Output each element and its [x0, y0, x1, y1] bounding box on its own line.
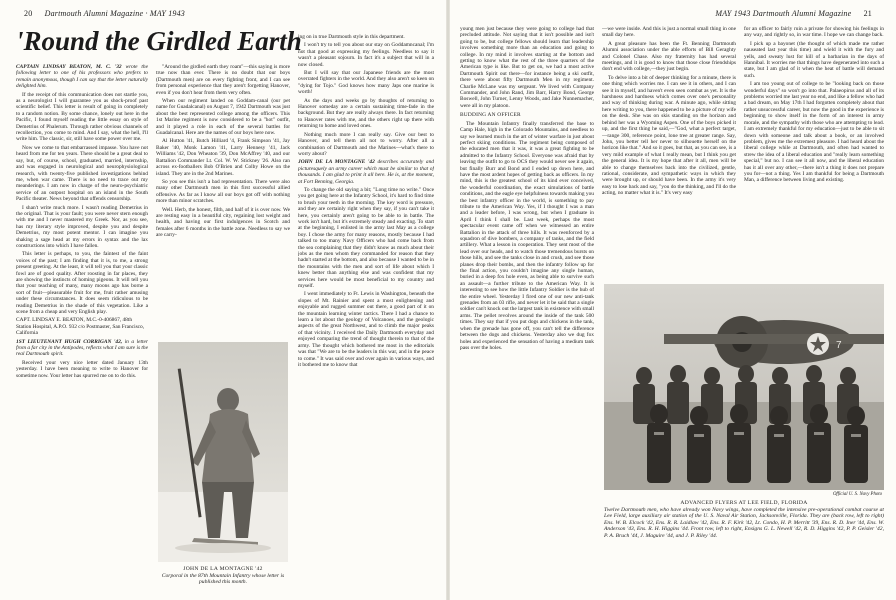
- caption-heading: ADVANCED FLYERS AT LEE FIELD, FLORIDA: [680, 500, 808, 506]
- paragraph: But I will say that our Japanese friends are the most overrated fighters in the world. And they also aren't so keen on "dying for Tojo." God knows how many Japs one marine is worth!: [298, 70, 434, 96]
- paragraph: I shan't write much more. I wasn't reading Demetrius in the original. That is your fault; you were never stern enough with me and I never mastered my Greek. Nor, as you see, has my literary style improved, despite you and despite Demetrius, my most potent mentor. I can imagine you shaking a sage head at my errors in syntax and the lax constructions into which I have fallen.: [16, 204, 148, 249]
- paragraph: for an officer to fairly ruin a private for showing his feelings in any way, and rightly so, in war time. I hope we can change back.: [744, 26, 884, 39]
- paragraph: Now we come to that embarrassed impasse. You have not heard from me for ten years. There should be a great deal to say, but, of course, school, graduated, married, internship, and was engaged in neurological and neurophysiological research, with twenty-five published investigations behind me, when war came. There is no need to trace out my meanderings. I am now in charge of the neuro-psychiatric service of an outpost hospital on an island in the South Pacific theater. News beyond that offends censorship.: [16, 144, 148, 203]
- section-heading: BUDDING AN OFFICER: [460, 112, 521, 119]
- right-page: [448, 0, 896, 600]
- paragraph: I pick up a bayonet (the thought of which made me rather nauseated last year this time) and wield it with the fury and yells, and sweaty lust for kill of a barbarian in the days of Hannibal. It worries me that things have degenerated into such a state, but I am glad of it when the heat of battle will demand such.: [744, 40, 884, 79]
- caption-heading: JOHN DE LA MONTAGNE '42: [183, 566, 263, 572]
- paragraph: young men just because they were going to college had that precluded attitude. Not saying that it isn't possible and isn't going to be, but college fellows should learn that leadership involves something more than an education and going to college. In my mind it involves starting at the bottom and getting to know what the rest of the three quarters of the American type is like. But to get on, we had a most active Dartmouth Spirit out there—for instance being a ski outfit, there were about fifty Dartmouth Men in my regiment. Charlie McLane was my sergeant. We lived with Company Commander, and John Rand, Jim Barr, Harry Bond, George Boswell, John Turner, Lenny Woods, and Jake Nunnemacher, were all in my platoon.: [460, 26, 594, 109]
- flyers-photo-art: [604, 284, 884, 490]
- paragraph: ing on in true Dartmouth style in this department.: [298, 34, 405, 40]
- paragraph: "Around the girdled earth they roam"—this saying is more true now than ever. There is no doubt that our boys (Dartmouth men) are on every fighting front, and I can see from personal experience that they aren't forgetting Hanover, even if you don't hear from them very often.: [156, 64, 290, 96]
- left-column-2: [156, 64, 290, 338]
- left-column-3: [298, 34, 434, 590]
- page-number-right: 21: [863, 9, 872, 18]
- right-column-2: [602, 26, 736, 278]
- paragraph: I am too young out of college to be "looking back on those wonderful days" so won't go into that. Palaeopirus and all of its problems worried me last year no end, and like a fellow who had a bad dream, on May 17th I had forgotten completely about that rather unsuccessful career, but now the good in the experience is beginning to show itself in the form of an interest in army morale, and the sympathy with those who are attempting to lead. I am extremely thankful for my education—just to be able to sit down with someone and talk about a book, or an involved problem, gives me the extremest pleasure. I had heard about the liberal college while at Dartmouth, and often had wanted to strew the idea of a liberal education and "really learn something special," but no. I can see it all now, and the liberal education has it all over any other,—there isn't a thing it does not prepare you for—not a thing. Yes I am thankful for being a Dartmouth Man, a difference between living and existing.: [744, 81, 884, 184]
- soldier-photo-caption: [158, 566, 288, 586]
- running-head-left: [14, 9, 185, 18]
- article-title: 'Round the Girdled Earth: [16, 26, 302, 56]
- paragraph: If the receipt of this communication does not startle you, as a neurologist I will guarantee you as shock-proof past scientific belief. This letter is result of going in completely to a random notion. By some chance, lonely out here in the Pacific, I found myself reading the little essay on style of Demetrius of Phalerum. Through rather obvious channels of recollection, you come to mind. And I say, what the hell, I'll write him. The classic, sir, still have some power over me.: [16, 91, 148, 143]
- paragraph: Al Hutton '41, Butch Hilliard '4, Frank Simpson '41, Jay Baker '40, Monk Lamon '41, Larry Hennesy '41, Jack Williams '42, Don Wheaton '39, Don McAffrey '40, and our Battalion Commander Lt. Col. W. W. Stickney '26. Also ran across ex-footballers Bob O'Brien and Colby Howe on the island. They are in the 2nd Marines.: [156, 138, 290, 177]
- paragraph: So you see this isn't a bad representation. There were also many other Dartmouth men in this first successful allied offensive. As far as I know all our boys got off with nothing more than minor scratches.: [156, 178, 290, 205]
- paragraph: I went immediately to Ft. Lewis in Washington, beneath the slopes of Mt. Rainier and spent a most enlightening and enjoyable and rugged summer out there, a good part of it on the mountain learning winter tactics. There I had a chance to learn a lot about the geology of Volcanoes, and the geologic aspects of the great Northwest, and to climb the major peaks of that vicinity. I received the Daily Dartmouth everyday and enjoyed comparing the trend of thought therein to that of the army. The thought which bothered me most in the editorials was that "We are to be the leaders in this war, and in the peace to come." It was said over and over again in various ways, and it bothered me to know that: [298, 291, 434, 368]
- paragraph: The Mountain Infantry finally transferred the base to Camp Hale, high in the Colorado Mountains, and needless to say we learned much in the art of winter warfare in just about perfect skiing conditions. The regiment being composed of the educated men that it was, it was a great fighting to be admitted to the Infantry School. Everyone was afraid that by leaving the outfit to go to OCS they would never see it again, but finally Burr and Bond and I ended up down here, and have the most ardent hopes of getting back as officers. In my mind, this is the greatest school of its kind ever conceived, the wonderful coordination, the exact simulations of battle conditions, and the eagle eye helpfulness towards making you the best infantry officer in the world, is something to pay tribute to the American Way. Yes, if I thought I was a man and a leader before, I was wrong, but when I graduate in April I think I shall be. Last week, perhaps the most spectacular event came off when we witnessed an entire Battalion in the attack of three hills. It was reenforced by a squadron of dive bombers, a company of tanks, and the field artillery. What a lesson in cooperation. They sent most of the lead over our heads, and to watch those tremendous bursts on those hills, and see the tanks close in and crush, and see those planes drop their bombs, and then the infantry follow up for the final action, you couldn't imagine any single human, buried in a deep fox hole even, as being able to survive such an assault—a further tribute to the American Way. It is interesting to see how the little Infantry Soldier is the hub of the entire wheel. Yesterday I fired one of our new anti-tank grenades from an 03 rifle, and never let it be said that a single soldier can't knock out the largest tank in existence with small arms. The pellet revolves around the inside of the tank 500 times. They say that if you put dogs and chickens in the tank, when the grenade has gone off, you can't tell the difference between the dogs and chickens. Yesterday also we dug fox holes and experienced the sensation of having a medium tank pass over the holes.: [460, 120, 594, 351]
- caption-text: Twelve Dartmouth men, who have already won Navy wings, have completed the intensive pre-operational combat course at Lee Field, large auxiliary air station of the U. S. Naval Air Station, Jacksonville, Florida. They are (back row, left to right) Ens. W. B. Elcock '42, Ens. R. R. Laidlaw '42, Ens. R. F. Kirk '42, Lt. Condo, H. P. Merritt '39, Ens. R. D. Iner '44, Ens. W. Anderson '43, Ens. R. H. Higgins '44. Front row, left to right, Ensigns G. L. Newell '42, R. D. Higgins '42, P. P. Geisler '42, P. A. Bruch '44, J. Maguire '44, and J. P. Riley '44.: [604, 506, 884, 539]
- right-column-1: [460, 26, 594, 590]
- left-column-1: [16, 64, 148, 590]
- page-number-left: 20: [24, 9, 33, 18]
- caption-text: Corporal in the 87th Mountain Infantry whose letter is published this month.: [161, 572, 285, 585]
- signature-block: CAPT. LINDSAY E. BEATON, M.C.-0-406867, 48th Station Hospital, A.P.O. 932 c/o Postmaster, San Francisco, California: [16, 317, 145, 337]
- paragraph: As the days and weeks go by thoughts of returning to Hanover someday are a certain sustaining time-fade in the background. But they are really always there. In fact returning to Hanover rates with me, and the others right up there with returning to home and loved ones.: [298, 97, 434, 130]
- paragraph: Nothing much more I can really say. Give our best to Hanover, and tell them all not to worry. After all a combination of Dartmouth and the Marines—what's there to worry about?: [298, 131, 434, 157]
- soldier-photo-art: [158, 342, 288, 562]
- flyers-photo-caption: [604, 500, 884, 539]
- paragraph: Well. Herb, the honest, filth, and half of it is over now. We are resting easy in a beautiful city, regaining lost weight and health, and having our first indulgences in Scotch and females after 6 months in the battle zone. Needless to say we are carry-: [156, 206, 290, 239]
- paragraph: 1ST LIEUTENANT HUGH CORRIGAN '42, in a letter from a far city in the Antipodes, reflects what I am sure is the real Dartmouth spirit.: [16, 338, 148, 358]
- paragraph: I won't try to tell you about our stay on Goddamncanal; I'm not that good at expressing my feelings. Needless to say it wasn't a pleasant sojourn. In fact it's a subject that will in a now closed.: [298, 42, 434, 68]
- paragraph: Received your very nice letter dated January 13th yesterday. I have been meaning to write to Hanover for sometime now. Your letter has spurred me on to do this.: [16, 359, 148, 379]
- paragraph: —we were inside. And this is just a normal small thing in one small day here.: [602, 26, 736, 39]
- running-head-text-left: Dartmouth Alumni Magazine · MAY 1943: [44, 9, 185, 18]
- running-head-text-right: MAY 1943 Dartmouth Alumni Magazine: [715, 9, 852, 18]
- paragraph: When our regiment landed on Goddam-canal (our pet name for Guadalcanal) on August 7, 1942 Dartmouth was just about the best represented college among the officers. This 1st Marine regiment is now considered to be a "hot" outfit, and it played a role in each of the several battles for Guadalcanal. Here are the names of our boys here now.: [156, 98, 290, 137]
- paragraph: A great pleasure has been the Ft. Benning Dartmouth Alumni association under the able efforts of Bill Geraghty and Colonel Chase. Also my fraternity has had several meetings, and it is good to know that those close friendships don't end with college,—they just begin.: [602, 40, 736, 73]
- photo-credit: Official U. S. Navy Photo: [832, 492, 882, 497]
- paragraph: To change the old saying a bit; "Long time no write." Once you get going here at the Infantry School, it's hard to find time to brush your teeth in the morning. The key word is pressure, and they are certainly right when they say, if you can't take it here, you certainly aren't going to be able to in battle. The work isn't hard, but it's extremely steady and exacting. To start at the beginning, I enlisted in the army last May as a college boy. I chose the army for many reasons, mostly because I had talked to too many Navy Officers who had come back from the sea complaining that they didn't know as much about their jobs as the men whom they commanded for reason that they hadn't started at the bottom, and also because I wanted to be in the mountains with the men and sort of life about which I knew better than anything else and was confident that my services here would be most beneficial to my country and myself.: [298, 186, 434, 290]
- flyers-photo: [604, 284, 884, 490]
- right-column-3: [744, 26, 884, 278]
- running-head-right: [715, 9, 882, 18]
- paragraph: This letter is perhaps, to you, the faintest of the faint voices of the past; I am finding that it is, to me, a strong present greeting. At the least, it will tell you that your classic fowl are of good quality. After roosting in far places, they are showing the instincts of homing pigeons. It will tell you that your teaching of many, many moons ago has borne a sort of fruit—pleasurable fruit for me, fruit rather amusing under these circumstances. It does seem ridiculous to be reading Demetrius in the shade of this vegetation. Like a scene from a cheap and very English play.: [16, 251, 148, 316]
- svg-text:7: 7: [836, 340, 842, 351]
- soldier-photo: [158, 342, 288, 562]
- paragraph: JOHN DE LA MONTAGNE '42 describes accurately and picturesquely an army career which must be similar to that of thousands. I am glad to print it all here. He is, at the moment, at Fort Benning, Georgia.: [298, 159, 434, 185]
- paragraph: CAPTAIN LINDSAY BEATON, M. C. '32 wrote the following letter to one of his professors who prefers to remain anonymous, though I can say that the letter naturally delighted him.: [16, 64, 148, 90]
- paragraph: To delve into a bit of deeper thinking for a minute, there is one thing which worries me. I can see it in others, and I can see it in myself, and haven't even seen combat as yet. It is the harshness and hardness which comes over one's personality and way of thinking during war. A minute ago, while sitting here writing to you, there happened to be a picture of my wife on the desk. She was on skis standing on the horizon and behind her was a Wyoming Aspen. One of the boys picked it up, and the first thing he said,—"God, what a perfect target, —range 300, reference point, lone tree at greater range. Say, John, you better tell her never to silhouette herself on the horizon like that." And so it goes, but that, as you can see, is a very mild example of what I really mean, but I think you get the general idea. It is my hope that after it all, men will be able to change themselves back into the civilized, gentle, rational, considerate, and sympathetic ways in which they were brought up, or should have been. In the army it's very easy to lose back and say, "you do the thinking, and I'll do the acting, no matter what it is." It's very easy: [602, 74, 736, 197]
